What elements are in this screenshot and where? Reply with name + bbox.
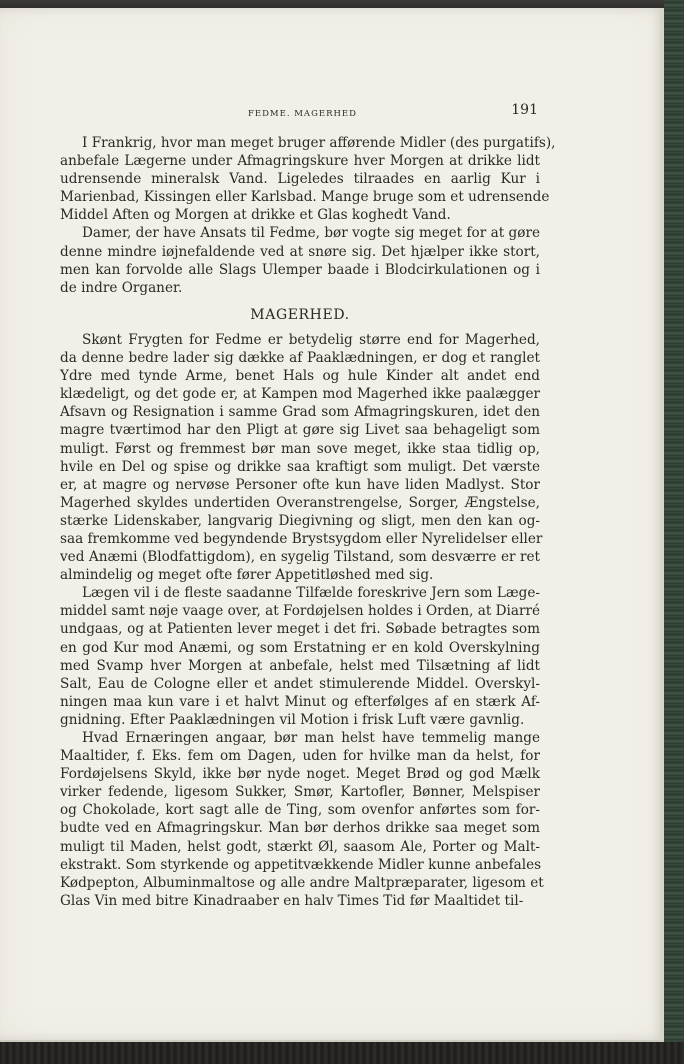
text-line: ved Anæmi (Blodfattigdom), en sygelig Tilstand, som desværre er ret	[60, 549, 540, 566]
paragraphs-before	[60, 134, 556, 297]
text-line: Kødpepton, Albuminmaltose og alle andre Maltpræparater, ligesom et	[60, 874, 544, 891]
text-line: da denne bedre lader sig dække af Paaklædningen, er dog et ranglet	[60, 350, 540, 367]
paragraph	[60, 224, 540, 296]
text-line: Glas Vin med bitre Kinadraaber en halv Times Tid før Maaltidet til-	[60, 892, 524, 909]
text-line: Skønt Frygten for Fedme er betydelig større end for Magerhed,	[82, 331, 540, 348]
paragraph	[60, 331, 543, 584]
text-line: almindelig og meget ofte fører Appetitløshed med sig.	[60, 567, 434, 584]
text-line: men kan forvolde alle Slags Ulemper baade i Blodcirkulationen og i	[60, 261, 540, 278]
text-line: muligt til Maden, helst godt, stærkt Øl, saasom Ale, Porter og Malt-	[60, 838, 540, 855]
page-number: 191	[511, 102, 538, 118]
text-line: en god Kur mod Anæmi, og som Erstatning er en kold Overskylning	[60, 639, 540, 656]
text-line: ningen maa kun vare i et halvt Minut og efterfølges af en stærk Af-	[60, 693, 540, 710]
page-header	[60, 100, 540, 122]
paragraph	[60, 134, 556, 224]
text-line: Marienbad, Kissingen eller Karlsbad. Mange bruge som et udrensende	[60, 189, 550, 206]
text-line: denne mindre iøjnefaldende ved at snøre sig. Det hjælper ikke stort,	[60, 243, 540, 260]
paper-page	[0, 8, 664, 1042]
text-line: middel samt nøje vaage over, at Fordøjelsen holdes i Orden, at Diarré	[60, 603, 541, 620]
text-line: Magerhed skyldes undertiden Overanstrengelse, Sorger, Ængstelse,	[60, 494, 540, 511]
text-line: Fordøjelsens Skyld, ikke bør nyde noget. Meget Brød og god Mælk	[60, 766, 540, 783]
text-line: Damer, der have Ansats til Fedme, bør vogte sig meget for at gøre	[82, 225, 540, 242]
text-line: Maaltider, f. Eks. fem om Dagen, uden for hvilke man da helst, for	[60, 748, 540, 765]
text-line: magre tværtimod har den Pligt at gøre sig Livet saa behageligt som	[60, 422, 540, 439]
paragraph	[60, 729, 544, 910]
text-line: Middel Aften og Morgen at drikke et Glas koghedt Vand.	[60, 207, 451, 224]
text-line: undgaas, og at Patienten lever meget i det fri. Søbade betragtes som	[60, 621, 540, 638]
paragraph	[60, 584, 540, 729]
running-head: FEDME. MAGERHED	[248, 109, 357, 119]
scan-bottom-edge	[0, 1042, 684, 1064]
text-line: virker fedende, ligesom Sukker, Smør, Kartofler, Bønner, Melspiser	[60, 784, 540, 801]
text-line: hvile en Del og spise og drikke saa kraftigt som muligt. Det værste	[60, 458, 540, 475]
text-line: ekstrakt. Som styrkende og appetitvækkende Midler kunne anbefales	[60, 856, 542, 873]
paragraphs-after	[60, 331, 544, 910]
text-line: stærke Lidenskaber, langvarig Diegivning og sligt, men den kan og-	[60, 512, 540, 529]
text-line: klædeligt, og det gode er, at Kampen mod Magerhed ikke paalægger	[60, 386, 540, 403]
text-line: I Frankrig, hvor man meget bruger afførende Midler (des purgatifs),	[82, 135, 556, 151]
text-line: Lægen vil i de fleste saadanne Tilfælde foreskrive Jern som Læge-	[82, 585, 540, 602]
text-line: muligt. Først og fremmest bør man sove meget, ikke staa tidlig op,	[60, 440, 540, 457]
text-line: de indre Organer.	[60, 279, 183, 296]
text-line: anbefale Lægerne under Afmagringskure hver Morgen at drikke lidt	[60, 153, 540, 170]
body-text	[60, 134, 556, 910]
text-line: er, at magre og nervøse Personer ofte kun have liden Madlyst. Stor	[60, 476, 540, 493]
text-line: Afsavn og Resignation i samme Grad som Afmagringskuren, idet den	[60, 404, 540, 421]
text-line: Salt, Eau de Cologne eller et andet stimulerende Middel. Overskyl-	[60, 675, 540, 692]
text-line: gnidning. Efter Paaklædningen vil Motion i frisk Luft være gavnlig.	[60, 711, 525, 728]
text-line: og Chokolade, kort sagt alle de Ting, som ovenfor anførtes som for-	[60, 802, 540, 819]
section-title: MAGERHED.	[250, 306, 350, 323]
text-line: budte ved en Afmagringskur. Man bør derhos drikke saa meget som	[60, 820, 540, 837]
text-line: udrensende mineralsk Vand. Ligeledes tilraades en aarlig Kur i	[60, 171, 540, 188]
text-line: saa fremkomme ved begyndende Brystsygdom eller Nyrelidelser eller	[60, 530, 543, 547]
book-binding	[664, 0, 684, 1064]
text-line: med Svamp hver Morgen at anbefale, helst med Tilsætning af lidt	[60, 657, 540, 674]
text-line: Hvad Ernæringen angaar, bør man helst have temmelig mange	[82, 730, 540, 746]
text-line: Ydre med tynde Arme, benet Hals og hule Kinder alt andet end	[60, 368, 540, 385]
